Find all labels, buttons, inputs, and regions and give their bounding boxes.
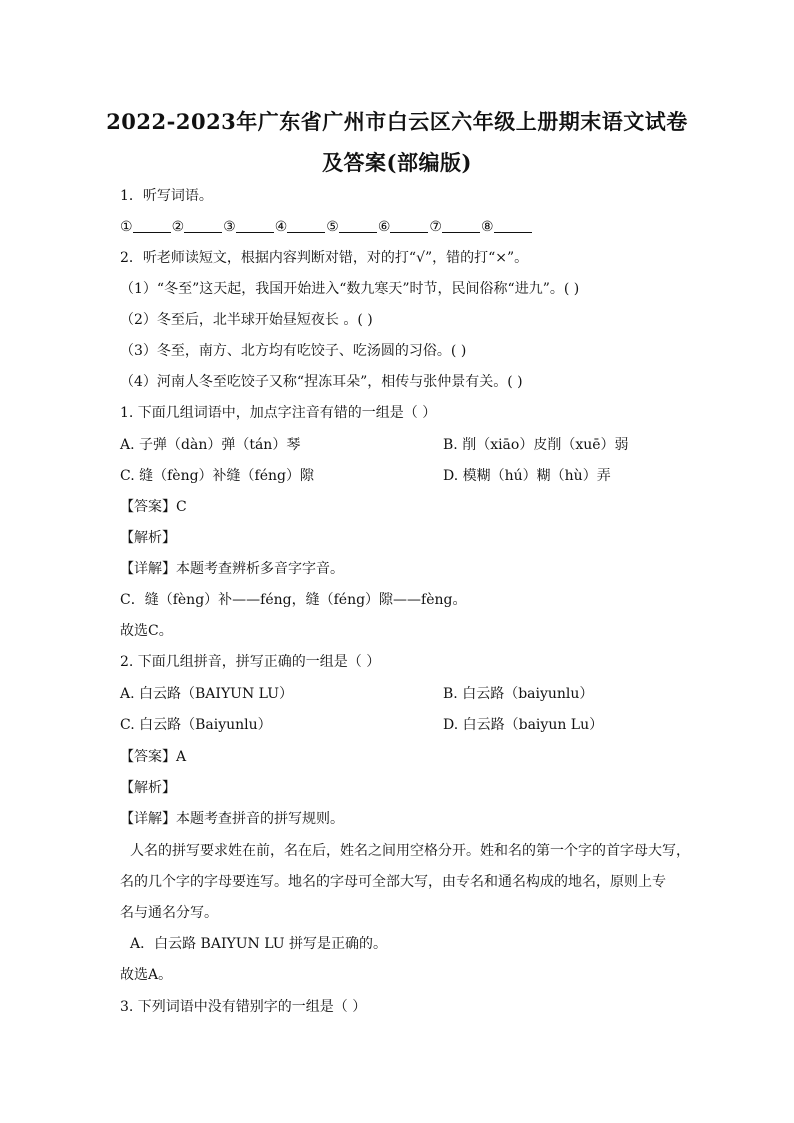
mc2-prompt: 2. 下面几组拼音，拼写正确的一组是（ ） [120, 654, 381, 670]
mc1-option-a: A. 子弹（dàn）弹（tán）琴 [120, 437, 301, 453]
q2-item-1: （1）“冬至”这天起，我国开始进入“数九寒天”时节，民间俗称“进九”。( ) [120, 281, 580, 297]
blank-mark-5: ⑤ [326, 219, 339, 235]
mc2-option-d: D. 白云路（baiyun Lu） [443, 717, 604, 733]
blank-line-4 [287, 218, 325, 233]
blank-line-3 [236, 218, 274, 233]
blank-line-8 [494, 218, 532, 233]
blank-mark-7: ⑦ [429, 219, 442, 235]
blank-line-2 [184, 218, 222, 233]
mc1-detail: 【详解】本题考查辨析多音字字音。 [120, 561, 344, 577]
q2-prompt: 2．听老师读短文，根据内容判断对错，对的打“√”，错的打“×”。 [120, 250, 529, 266]
q2-item-2: （2）冬至后，北半球开始昼短夜长 。( ) [120, 312, 373, 328]
mc2-option-b: B. 白云路（baiyunlu） [443, 686, 594, 702]
mc2-para-1-text: 人名的拼写要求姓在前，名在后，姓名之间用空格分开。姓和名的第一个字的首字母大写， [130, 843, 690, 859]
mc2-para-1 [120, 841, 690, 861]
mc2-para-2: 名的几个字的字母要连写。地名的字母可全部大写，由专名和通名构成的地名，原则上专 [120, 874, 666, 890]
mc1-option-b: B. 削（xiāo）皮削（xuē）弱 [443, 437, 629, 453]
mc2-analysis-heading: 【解析】 [120, 780, 176, 796]
blank-mark-1: ① [120, 219, 133, 235]
blank-mark-6: ⑥ [377, 219, 391, 235]
mc1-option-d: D. 模糊（hú）糊（hù）弄 [443, 468, 611, 484]
blank-line-6 [390, 218, 428, 233]
mc3-prompt: 3. 下列词语中没有错别字的一组是（ ） [120, 999, 367, 1015]
mc2-para-3: 名与通名分写。 [120, 905, 218, 921]
mc2-detail: 【详解】本题考查拼音的拼写规则。 [120, 811, 344, 827]
q2-item-3: （3）冬至，南方、北方均有吃饺子、吃汤圆的习俗。( ) [120, 343, 467, 359]
blank-mark-2: ② [171, 219, 185, 235]
q1-prompt: 1．听写词语。 [120, 188, 213, 204]
blank-line-1 [133, 218, 171, 233]
mc2-explain-text: A．白云路 BAIYUN LU 拼写是正确的。 [130, 936, 388, 952]
blank-mark-3: ③ [223, 219, 236, 235]
mc1-conclusion: 故选C。 [120, 623, 173, 639]
blank-line-7 [442, 218, 480, 233]
blank-mark-4: ④ [274, 219, 288, 235]
blank-line-5 [339, 218, 377, 233]
mc2-option-c: C. 白云路（Baiyunlu） [120, 717, 272, 733]
mc1-answer: 【答案】C [120, 499, 187, 515]
mc1-explain: C．缝（fèng）补——féng，缝（féng）隙——fèng。 [120, 592, 467, 608]
mc2-answer: 【答案】A [120, 749, 187, 765]
mc1-option-c: C. 缝（fèng）补缝（féng）隙 [120, 468, 315, 484]
mc2-explain [120, 934, 387, 954]
q2-item-4: （4）河南人冬至吃饺子又称“捏冻耳朵”，相传与张仲景有关。( ) [120, 374, 523, 390]
blank-mark-8: ⑧ [480, 219, 494, 235]
mc2-option-a: A. 白云路（BAIYUN LU） [120, 686, 294, 702]
document-title-line-2: 及答案(部编版) [322, 150, 472, 175]
mc1-prompt: 1. 下面几组词语中，加点字注音有错的一组是（ ） [120, 405, 437, 421]
mc1-analysis-heading: 【解析】 [120, 530, 176, 546]
document-title-line-1: 2022-2023年广东省广州市白云区六年级上册期末语文试卷 [106, 109, 688, 134]
q1-blanks [120, 217, 533, 237]
mc2-conclusion: 故选A。 [120, 967, 173, 983]
